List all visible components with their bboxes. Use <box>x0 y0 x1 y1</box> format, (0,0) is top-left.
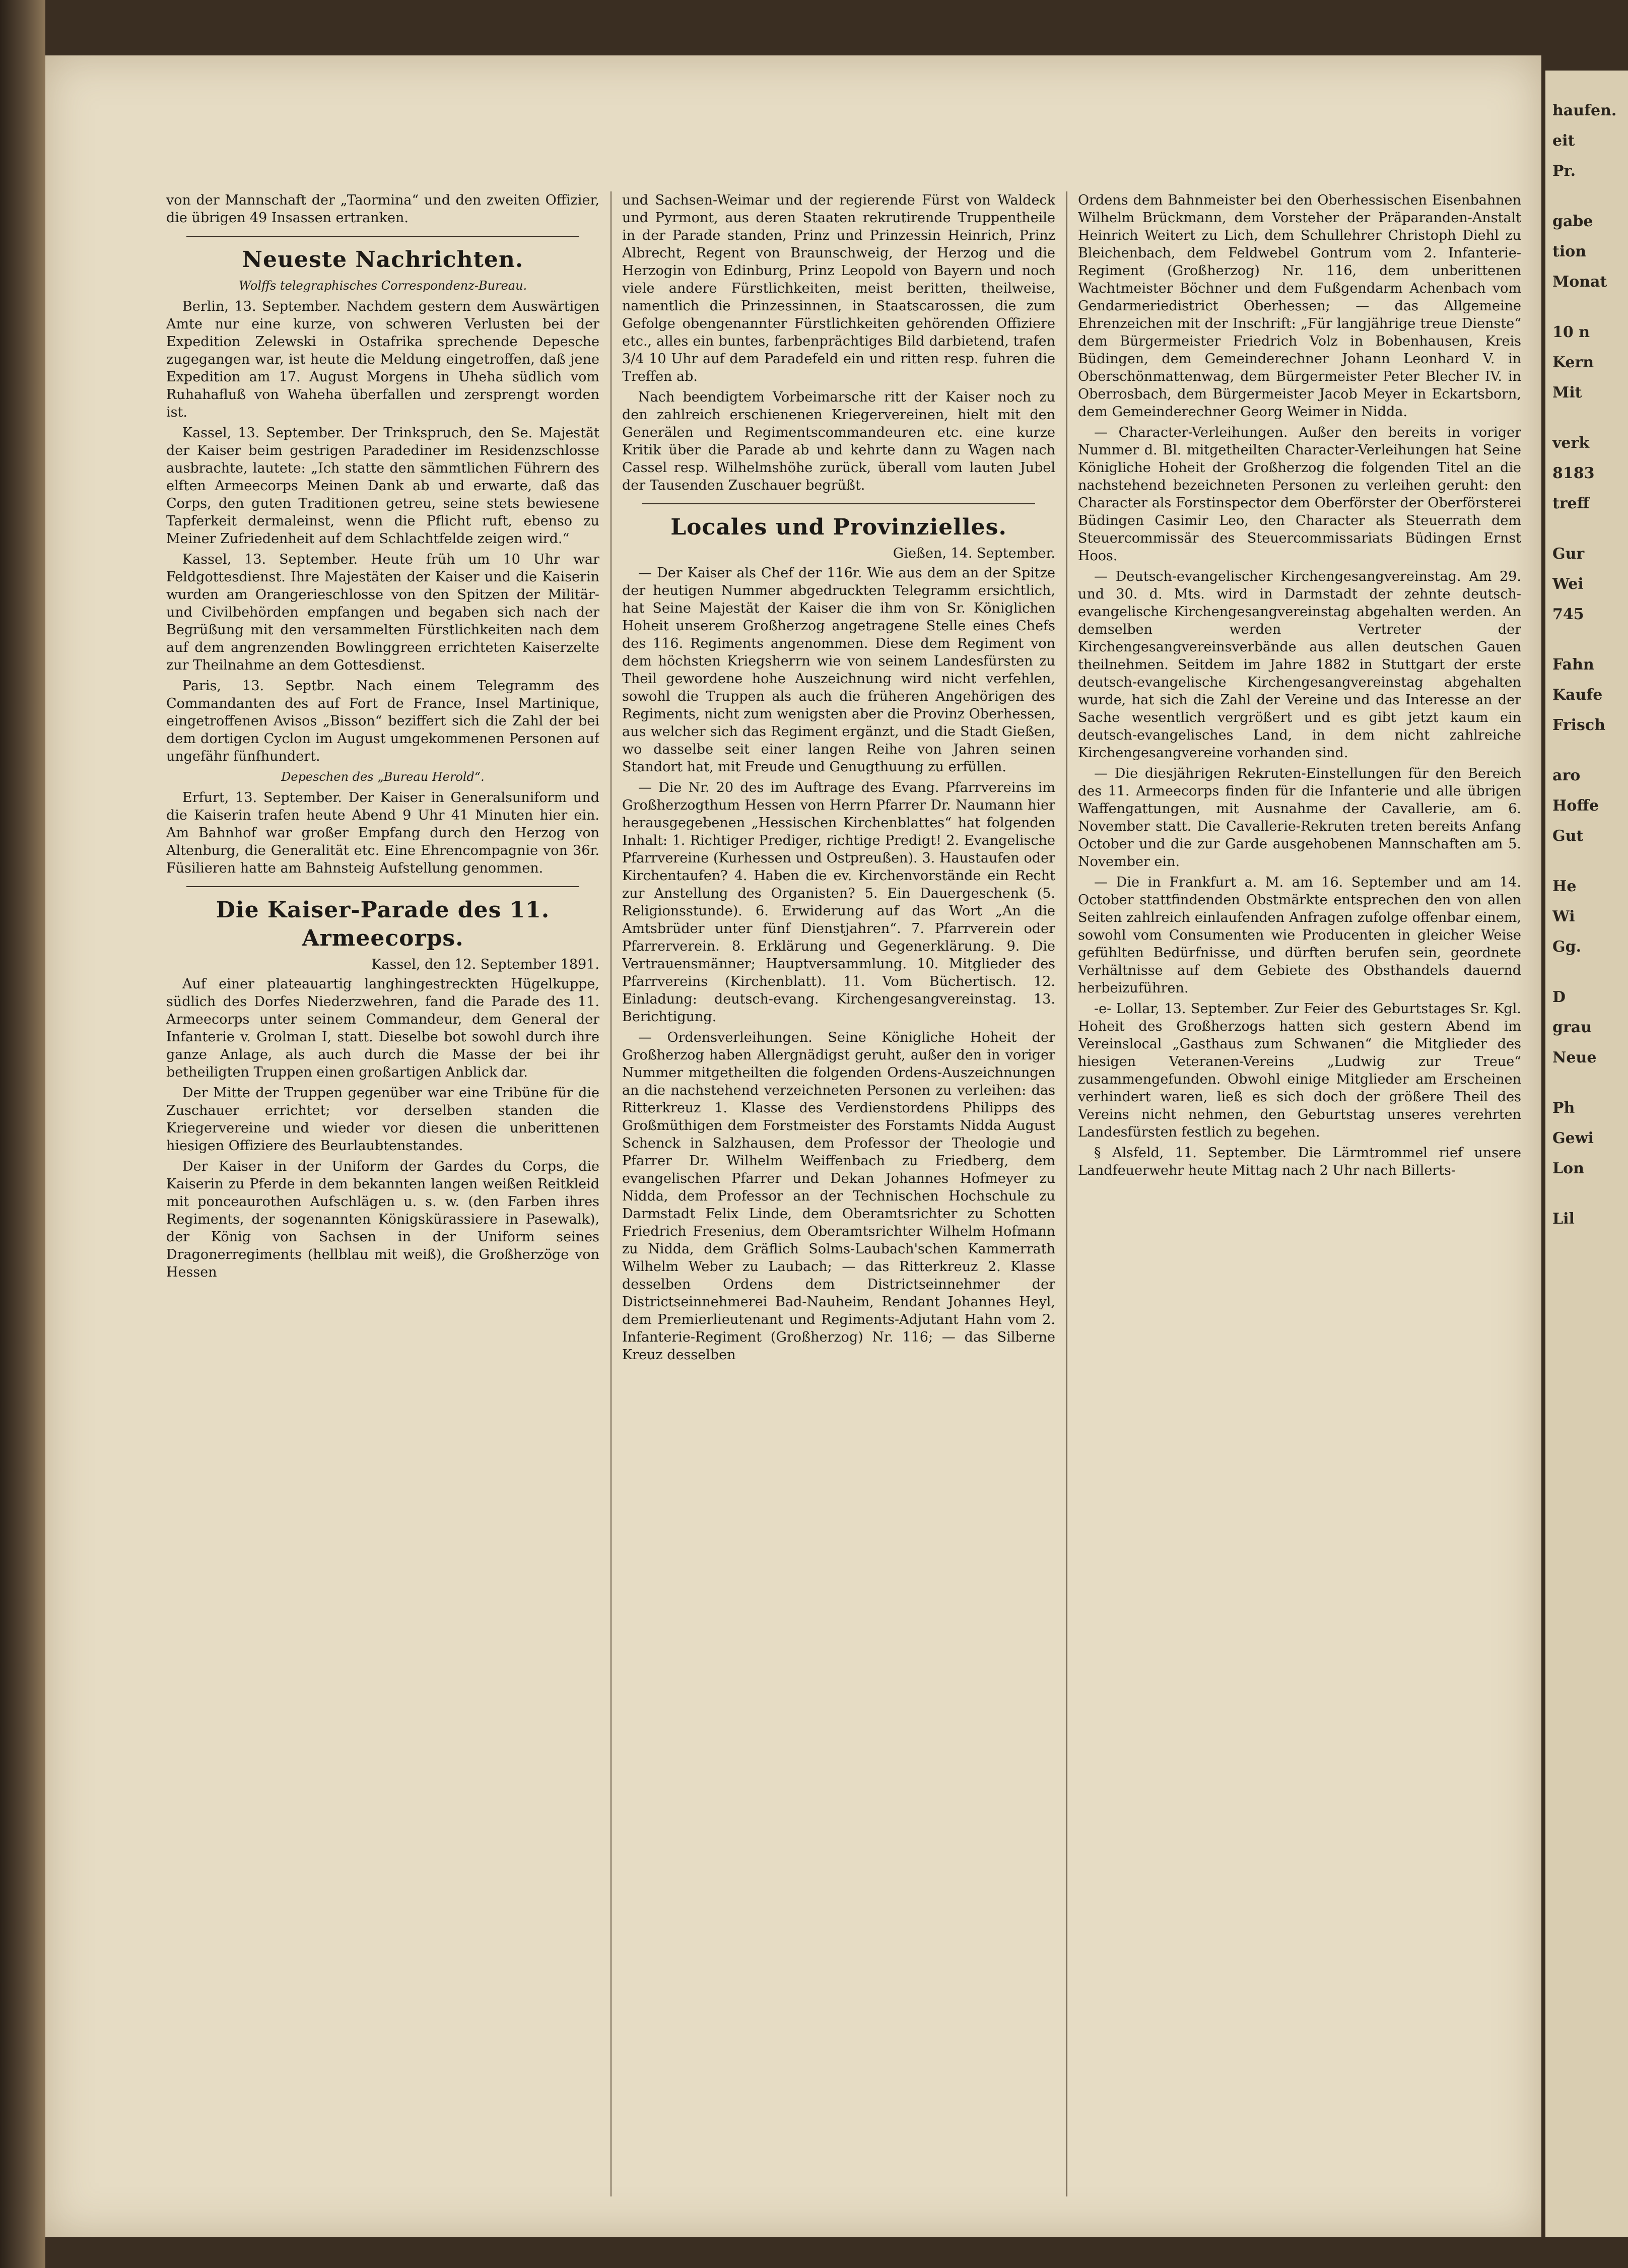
article-text: — Der Kaiser als Chef der 116r. Wie aus dem an der Spitze der heutigen Nummer abgedruckten Telegramm ersichtlich, hat Seine Majestät der Kaiser die ihm von Sr. Königlichen Hoheit unserem Großherzog angetragene Stelle eines Chefs des 116. Regiments angenommen. Diese dem Regiment von dem höchsten Kriegsherrn wie von seinem Landesfürsten zu Theil gewordene hohe Auszeichnung wird nicht verfehlen, sowohl die Truppen als auch die früheren Angehörigen des Regiments, nicht zum wenigsten aber die Provinz Oberhessen, aus welcher sich das Regiment ergänzt, und die Stadt Gießen, wo dasselbe seit einer langen Reihe von Jahren seinen Standort hat, mit Freude und Genugthuung zu erfüllen. <box>622 565 1055 775</box>
adjacent-page-strip <box>1545 71 1628 2237</box>
strip-word: Gg. <box>1552 938 1582 956</box>
article-text: von der Mannschaft der „Taormina“ und den zweiten Offizier, die übrigen 49 Insassen ertranken. <box>166 192 599 226</box>
headline-neueste-nachrichten: Neueste Nachrichten. <box>242 247 524 273</box>
article-text: § Alsfeld, 11. September. Die Lärmtrommel rief unsere Landfeuerwehr heute Mittag nach 2 Uhr nach Billerts- <box>1078 1145 1521 1178</box>
strip-word: verk <box>1552 434 1590 452</box>
strip-word: Kaufe <box>1552 686 1603 704</box>
article-text: Nach beendigtem Vorbeimarsche ritt der Kaiser noch zu den zahlreich erschienenen Kriegervereinen, hielt mit den Generälen und Regimentscommandeuren etc. eine kurze Kritik über die Parade ab und kehrte dann zu Wagen nach Cassel resp. Wilhelmshöhe zurück, überall vom lauten Jubel der Tausenden Zuschauer begrüßt. <box>622 389 1055 493</box>
article-text: Der Kaiser in der Uniform der Gardes du Corps, die Kaiserin zu Pferde in dem bekannten langen weißen Reitkleid mit ponceaurothen Aufschlägen u. s. w. (den Farben ihres Regiments, der sogenannten Königskürassiere in Pasewalk), der König von Sachsen in der Uniform seines Dragonerregiments (hellblau mit weiß), die Großherzöge von Hessen <box>166 1159 599 1280</box>
strip-word: Gur <box>1552 545 1585 563</box>
strip-word: D <box>1552 988 1566 1006</box>
strip-word: Lon <box>1552 1160 1584 1177</box>
subheadline: Wolffs telegraphisches Correspondenz-Bureau. <box>238 279 527 293</box>
strip-word: haufen. <box>1552 102 1617 119</box>
strip-word: 8183 <box>1552 464 1595 482</box>
strip-word: Pr. <box>1552 162 1576 180</box>
strip-word: 10 n <box>1552 323 1590 341</box>
article-text: — Ordensverleihungen. Seine Königliche Hoheit der Großherzog haben Allergnädigst geruht, außer den in voriger Nummer mitgetheilten die folgenden Ordens-Auszeichnungen an die nachstehend verzeichneten Personen zu verleihen: das Ritterkreuz 1. Klasse des Verdienstordens Philipps des Großmüthigen dem Forstmeister des Forstamts Nidda August Schenck in Salzhausen, dem Professor der Theologie und Pfarrer Dr. Wilhelm Weiffenbach zu Friedberg, dem evangelischen Pfarrer und Dekan Johannes Hofmeyer zu Nidda, dem Professor an der Technischen Hochschule zu Darmstadt Felix Linde, dem Oberamtsrichter zu Schotten Friedrich Fresenius, dem Oberamtsrichter Wilhelm Hofmann zu Nidda, dem Gräflich Solms-Laubach'schen Kammerrath Wilhelm Weber zu Laubach; — das Ritterkreuz 2. Klasse desselben Ordens dem Districtseinnehmer der Districtseinnehmerei Bad-Nauheim, Rendant Johannes Heyl, dem Premierlieutenant und Regiments-Adjutant Hahn vom 2. Infanterie-Regiment (Großherzog) Nr. 116; — das Silberne Kreuz desselben <box>622 1030 1055 1363</box>
column-rule <box>1066 191 1067 2196</box>
separator <box>642 503 1035 504</box>
dateline: Gießen, 14. September. <box>893 546 1055 561</box>
dateline: Kassel, den 12. September 1891. <box>371 957 599 972</box>
article-text: — Character-Verleihungen. Außer den bereits in voriger Nummer d. Bl. mitgetheilten Character-Verleihungen hat Seine Königliche Hoheit der Großherzog die folgenden Titel an die nachstehend bezeichneten Personen zu verleihen geruht: den Character als Forstinspector dem Oberförster der Oberförsterei Büdingen Casimir Leo, den Character als Steuerrath dem Steuercommissär des Steuercommissariats Büdingen Ernst Hoos. <box>1078 425 1521 564</box>
strip-word: Kern <box>1552 354 1594 371</box>
article-text: Kassel, 13. September. Der Trinkspruch, den Se. Majestät der Kaiser beim gestrigen Paradediner im Residenzschlosse ausbrachte, lautete: „Ich statte den sämmtlichen Führern des elften Armeecorps Meinen Dank ab und erwarte, daß das Corps, den guten Traditionen getreu, seine stets bewiesene Tapferkeit dermaleinst, wenn die Pflicht ruft, ebenso zu Meiner Zufriedenheit auf dem Schlachtfelde zeigen wird.“ <box>166 425 599 547</box>
strip-word: Gewi <box>1552 1129 1594 1147</box>
strip-word: 745 <box>1552 606 1584 623</box>
strip-word: aro <box>1552 767 1581 784</box>
strip-word: Wei <box>1552 575 1584 593</box>
headline-kaiser-parade: Die Kaiser-Parade des 11. Armeecorps. <box>216 897 550 951</box>
strip-word: He <box>1552 878 1577 895</box>
article-text: Der Mitte der Truppen gegenüber war eine Tribüne für die Zuschauer errichtet; vor derselben standen die Kriegervereine und wieder vor diesen die unberittenen hiesigen Offiziere des Beurlaubtenstandes. <box>166 1085 599 1154</box>
article-text: — Die in Frankfurt a. M. am 16. September und am 14. October stattfindenden Obstmärkte entsprechen den von allen Seiten zahlreich einlaufenden Anfragen zufolge offenbar einem, sowohl vom Consumenten wie Producenten in gleicher Weise gefühlten Bedürfnisse, und dürften berufen sein, geordnete Verhältnisse auf dem Gebiete des Obsthandels dauernd herbeizuführen. <box>1078 875 1521 996</box>
strip-word: eit <box>1552 132 1575 150</box>
article-text: — Die Nr. 20 des im Auftrage des Evang. Pfarrvereins im Großherzogthum Hessen von Herrn Pfarrer Dr. Naumann hier herausgegebenen „Hessischen Kirchenblattes“ hat folgenden Inhalt: 1. Richtiger Prediger, richtige Predigt! 2. Evangelische Pfarrvereine (Kurhessen und Ostpreußen). 3. Haustaufen oder Kirchentaufen? 4. Haben die ev. Kirchenvorstände ein Recht zur Anstellung des Organisten? 5. Ein Dauergeschenk (5. Religionsstunde). 6. Erwiderung auf das Wort „An die Amtsbrüder unter fünf Dienstjahren“. 7. Pfarrverein oder Pfarrerverein. 8. Erklärung und Gegenerklärung. 9. Die Vertrauensmänner; Hauptversammlung. 10. Mitglieder des Pfarrvereins (Kirchenblatt). 11. Vom Büchertisch. 12. Einladung: deutsch-evang. Kirchengesangvereinstag. 13. Berichtigung. <box>622 780 1055 1025</box>
article-text: Berlin, 13. September. Nachdem gestern dem Auswärtigen Amte nur eine kurze, von schweren Verlusten bei der Expedition Zelewski in Ostafrika sprechende Depesche zugegangen war, ist heute die Meldung eingetroffen, daß jene Expedition am 17. August Morgens in Uheha südlich vom Ruhahafluß von Waheha überfallen und zersprengt worden ist. <box>166 299 599 420</box>
strip-word: Ph <box>1552 1099 1575 1117</box>
strip-word: grau <box>1552 1019 1592 1036</box>
strip-word: Gut <box>1552 827 1584 845</box>
article-text: Ordens dem Bahnmeister bei den Oberhessischen Eisenbahnen Wilhelm Brückmann, dem Vorsteher der Präparanden-Anstalt Heinrich Weitert zu Lich, dem Schullehrer Christoph Diehl zu Bleichenbach, dem Feldwebel Gontrum vom 2. Infanterie-Regiment (Großherzog) Nr. 116, dem unberittenen Wachtmeister Böchner und dem Fußgendarm Achenbach vom Gendarmeriedistrict Oberhessen; — das Allgemeine Ehrenzeichen mit der Inschrift: „Für langjährige treue Dienste“ dem Bürgermeister Friedrich Volz in Bobenhausen, Kreis Büdingen, dem Gemeinderechner Johann Leonhard V. in Oberschönmattenwag, dem Bürgermeister Peter Blecher IV. in Oberrosbach, dem Bürgermeister Jacob Meyer in Eckartsborn, dem Gemeinderechner Georg Weimer in Nidda. <box>1078 192 1521 420</box>
strip-word: Lil <box>1552 1210 1575 1228</box>
article-text: Kassel, 13. September. Heute früh um 10 Uhr war Feldgottesdienst. Ihre Majestäten der Kaiser und die Kaiserin wurden am Orangerieschlosse von den Spitzen der Militär- und Civilbehörden empfangen und begaben sich nach der Begrüßung mit den versammelten Fürstlichkeiten nach dem auf dem angrenzenden Bowlinggreen errichteten Kaiserzelte zur Theilnahme an dem Gottesdienst. <box>166 552 599 673</box>
strip-word: Monat <box>1552 273 1607 291</box>
scan-edge-left <box>0 0 45 2268</box>
strip-word: Neue <box>1552 1049 1597 1066</box>
strip-word: Wi <box>1552 908 1575 925</box>
article-text: Auf einer plateauartig langhingestreckten Hügelkuppe, südlich des Dorfes Niederzwehren, fand die Parade des 11. Armeecorps unter seinem Commandeur, dem General der Infanterie v. Grolman I, statt. Dieselbe bot sowohl durch ihre ganze Anlage, als auch durch die Masse der bei ihr betheiligten Truppen einen großartigen Anblick dar. <box>166 976 599 1080</box>
strip-word: tion <box>1552 243 1587 260</box>
strip-word: Hoffe <box>1552 797 1599 815</box>
article-text: — Die diesjährigen Rekruten-Einstellungen für den Bereich des 11. Armeecorps finden für die Infanterie und alle übrigen Waffengattungen, mit Ausnahme der Cavallerie, am 6. November statt. Die Cavallerie-Rekruten treten bereits Anfang October und die zur Garde ausgehobenen Mannschaften am 5. November ein. <box>1078 766 1521 870</box>
column-2 <box>622 191 1055 2202</box>
separator <box>186 236 579 237</box>
strip-word: Mit <box>1552 384 1582 402</box>
column-1 <box>166 191 599 2202</box>
subheadline: Depeschen des „Bureau Herold“. <box>281 770 485 784</box>
headline-locales: Locales und Provinzielles. <box>670 514 1007 540</box>
article-text: -e- Lollar, 13. September. Zur Feier des Geburtstages Sr. Kgl. Hoheit des Großherzogs hatten sich gestern Abend im Vereinslocal „Gasthaus zum Schwanen“ die Mitglieder des hiesigen Veteranen-Vereins „Ludwig zur Treue“ zusammengefunden. Obwohl einige Mitglieder am Erscheinen verhindert waren, ließ es sich doch der größere Theil des Vereins nicht nehmen, den Geburtstag unseres verehrten Landesfürsten festlich zu begehen. <box>1078 1001 1521 1140</box>
strip-word: Frisch <box>1552 716 1605 734</box>
article-text: und Sachsen-Weimar und der regierende Fürst von Waldeck und Pyrmont, aus deren Staaten rekrutirende Truppentheile in der Parade standen, Prinz und Prinzessin Heinrich, Prinz Albrecht, Regent von Braunschweig, der Herzog und die Herzogin von Edinburg, Prinz Leopold von Bayern und noch viele andere Fürstlichkeiten, meist beritten, theilweise, namentlich die Prinzessinnen, in Staatscarossen, die zum Gefolge obengenannter Fürstlichkeiten gehörenden Offiziere etc., alles ein buntes, farbenprächtiges Bild darbietend, trafen 3/4 10 Uhr auf dem Paradefeld ein und ritten resp. fuhren die Treffen ab. <box>622 192 1055 384</box>
column-3 <box>1078 191 1521 2202</box>
strip-word: treff <box>1552 495 1590 512</box>
article-text: Paris, 13. Septbr. Nach einem Telegramm des Commandanten des auf Fort de France, Insel Martinique, eingetroffenen Avisos „Bisson“ beziffert sich die Zahl der bei dem dortigen Cyclon im August umgekommenen Personen auf ungefähr fünfhundert. <box>166 678 599 764</box>
separator <box>186 886 579 887</box>
article-text: — Deutsch-evangelischer Kirchengesangvereinstag. Am 29. und 30. d. Mts. wird in Darmstadt der zehnte deutsch-evangelische Kirchengesangvereinstag abgehalten werden. An demselben werden Vertreter der Kirchengesangvereinsverbände aus allen deutschen Gauen theilnehmen. Seitdem im Jahre 1882 in Stuttgart der erste deutsch-evangelische Kirchengesangvereinstag abgehalten wurde, hat sich die Zahl der Vereine und das Interesse an der Sache wesentlich vergrößert und es gibt jetzt kaum ein deutsch-evangelisches Land, in dem nicht zahlreiche Kirchengesangvereine vorhanden sind. <box>1078 569 1521 761</box>
strip-word: Fahn <box>1552 656 1594 674</box>
article-text: Erfurt, 13. September. Der Kaiser in Generalsuniform und die Kaiserin trafen heute Abend 9 Uhr 41 Minuten hier ein. Am Bahnhof war großer Empfang durch den Herzog von Altenburg, die Generalität etc. Eine Ehrencompagnie von 36r. Füsilieren hatte am Bahnsteig Aufstellung genommen. <box>166 790 599 876</box>
column-rule <box>610 191 612 2196</box>
strip-word: gabe <box>1552 213 1593 230</box>
